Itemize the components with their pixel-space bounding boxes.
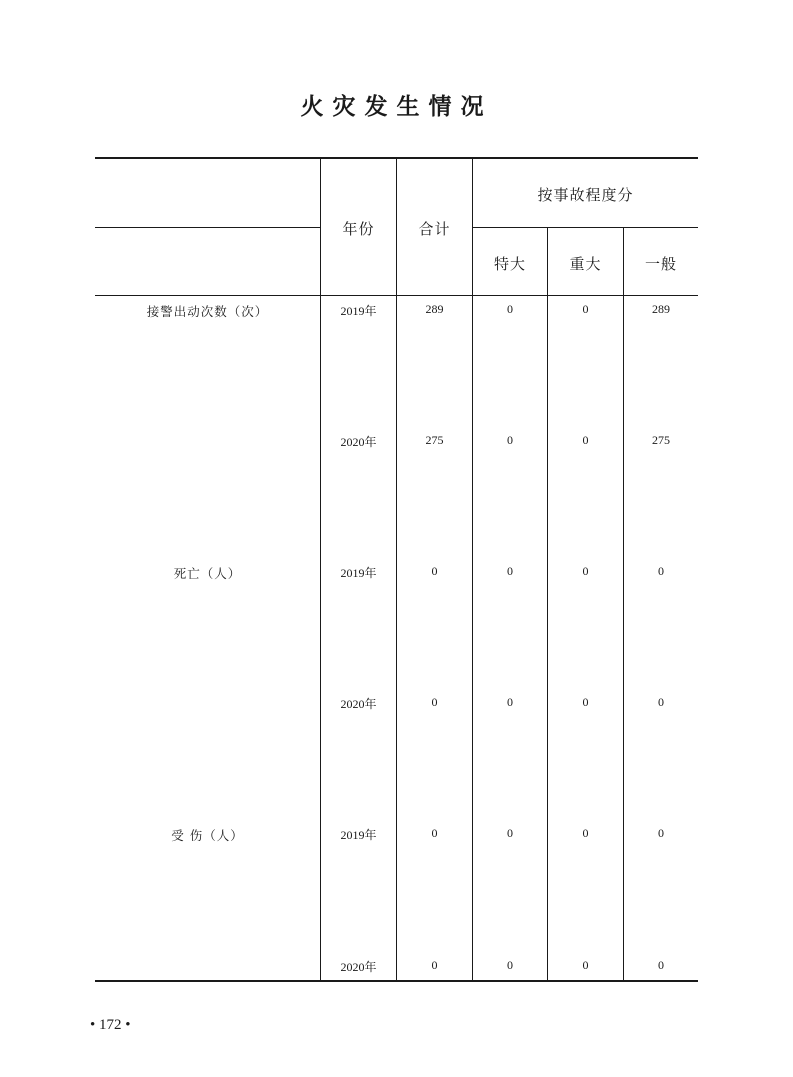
year-cell: 2019年	[340, 304, 377, 318]
group-label-deaths: 死亡（人）	[173, 566, 242, 581]
header-by-severity: 按事故程度分	[537, 186, 634, 204]
total-cell: 0	[431, 564, 438, 578]
header-major: 重大	[569, 255, 602, 273]
column-divider	[547, 228, 548, 980]
year-cell: 2020年	[340, 960, 377, 974]
major-cell: 0	[582, 433, 589, 447]
header-mid-rule-right	[472, 227, 698, 228]
total-cell: 0	[431, 958, 438, 972]
major-cell: 0	[582, 826, 589, 840]
major-cell: 0	[582, 564, 589, 578]
total-cell: 0	[431, 695, 438, 709]
severe-cell: 0	[507, 433, 513, 447]
page-number: • 172 •	[90, 1017, 131, 1033]
year-cell: 2019年	[340, 828, 377, 842]
major-cell: 0	[582, 302, 589, 316]
severe-cell: 0	[507, 958, 513, 972]
table-bottom-rule	[95, 980, 698, 982]
general-cell: 0	[658, 564, 664, 578]
year-cell: 2020年	[340, 697, 377, 711]
header-general: 一般	[644, 255, 677, 273]
severe-cell: 0	[507, 302, 513, 316]
severe-cell: 0	[507, 564, 513, 578]
general-cell: 0	[658, 826, 664, 840]
header-year: 年份	[342, 220, 375, 238]
general-cell: 275	[652, 433, 670, 447]
year-cell: 2019年	[340, 566, 377, 580]
group-label-injuries: 受 伤（人）	[171, 828, 244, 843]
general-cell: 0	[658, 695, 664, 709]
year-cell: 2020年	[340, 435, 377, 449]
general-cell: 289	[652, 302, 670, 316]
total-cell: 275	[425, 433, 444, 447]
major-cell: 0	[582, 958, 589, 972]
header-total: 合计	[418, 220, 451, 238]
severe-cell: 0	[507, 826, 513, 840]
total-cell: 289	[425, 302, 444, 316]
severe-cell: 0	[507, 695, 513, 709]
header-severe: 特大	[493, 255, 526, 273]
major-cell: 0	[582, 695, 589, 709]
header-mid-rule-left	[95, 227, 320, 228]
column-divider	[623, 228, 624, 980]
group-label-dispatch-count: 接警出动次数（次）	[146, 304, 269, 319]
total-cell: 0	[431, 826, 438, 840]
general-cell: 0	[658, 958, 664, 972]
page-title: 火灾发生情况	[300, 93, 493, 120]
